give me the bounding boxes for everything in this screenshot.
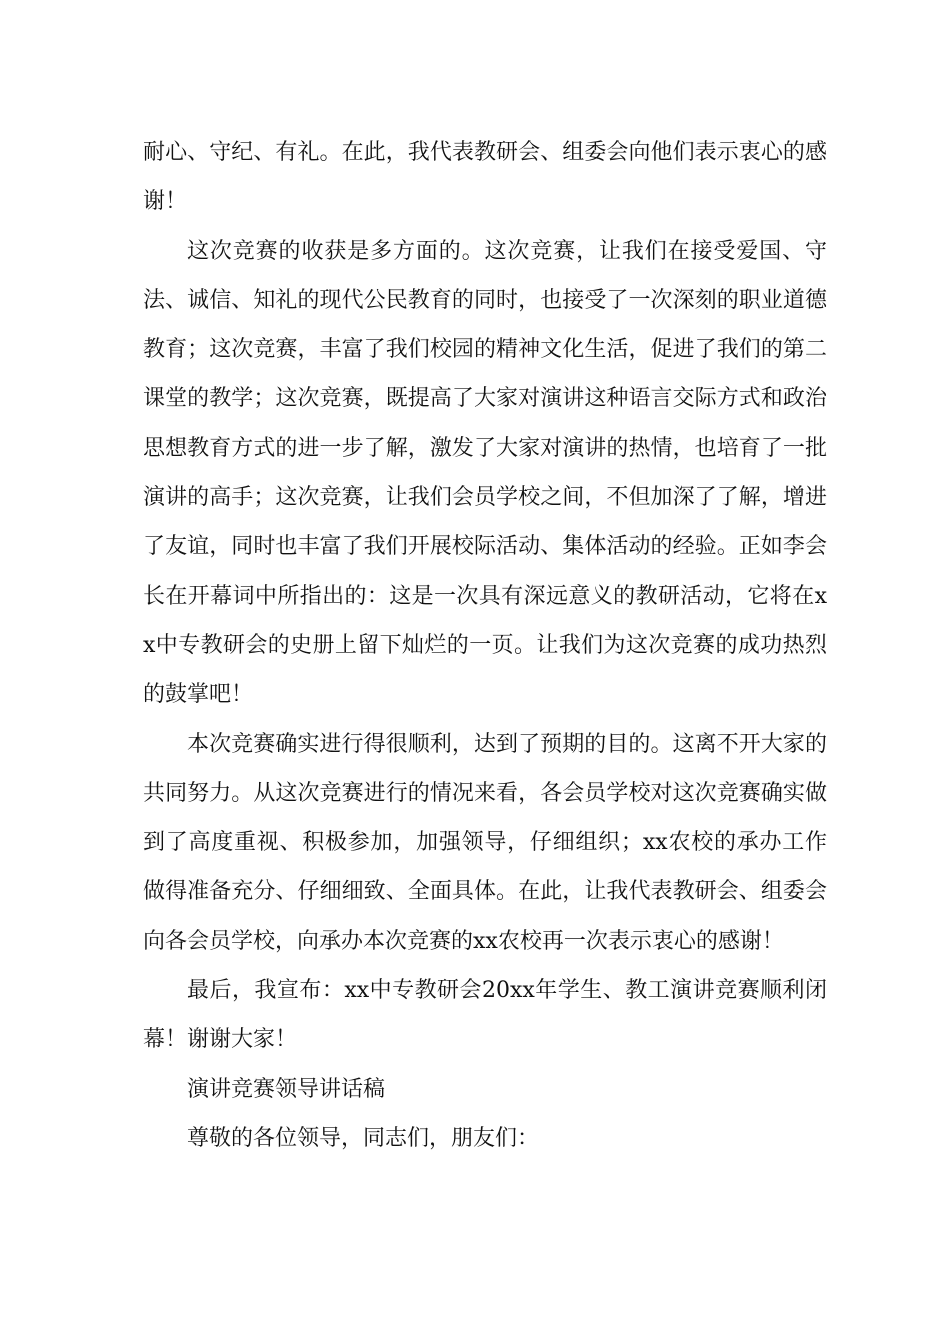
document-body — [143, 128, 827, 1163]
paragraph-closing-announcement: 最后，我宣布：xx中专教研会20xx年学生、教工演讲竞赛顺利闭幕！谢谢大家！ — [143, 978, 827, 1053]
section-title: 演讲竞赛领导讲话稿 — [187, 1076, 386, 1102]
paragraph-continuation: 耐心、守纪、有礼。在此，我代表教研会、组委会向他们表示衷心的感谢！ — [143, 140, 827, 215]
paragraph-salutation: 尊敬的各位领导，同志们，朋友们： — [187, 1125, 540, 1151]
paragraph-competition-success: 本次竞赛确实进行得很顺利，达到了预期的目的。这离不开大家的共同努力。从这次竞赛进行的情况来看，各会员学校对这次竞赛确实做到了高度重视、积极参加，加强领导，仔细组织；xx农校的承办工作做得准备充分、仔细细致、全面具体。在此，让我代表教研会、组委会向各会员学校，向承办本次竞赛的xx农校再一次表示衷心的感谢！ — [143, 731, 827, 954]
paragraph-competition-gains: 这次竞赛的收获是多方面的。这次竞赛，让我们在接受爱国、守法、诚信、知礼的现代公民教育的同时，也接受了一次深刻的职业道德教育；这次竞赛，丰富了我们校园的精神文化生活，促进了我们的第二课堂的教学；这次竞赛，既提高了大家对演讲这种语言交际方式和政治思想教育方式的进一步了解，激发了大家对演讲的热情，也培育了一批演讲的高手；这次竞赛，让我们会员学校之间，不但加深了了解，增进了友谊，同时也丰富了我们开展校际活动、集体活动的经验。正如李会长在开幕词中所指出的：这是一次具有深远意义的教研活动，它将在xx中专教研会的史册上留下灿烂的一页。让我们为这次竞赛的成功热烈的鼓掌吧！ — [143, 238, 827, 708]
